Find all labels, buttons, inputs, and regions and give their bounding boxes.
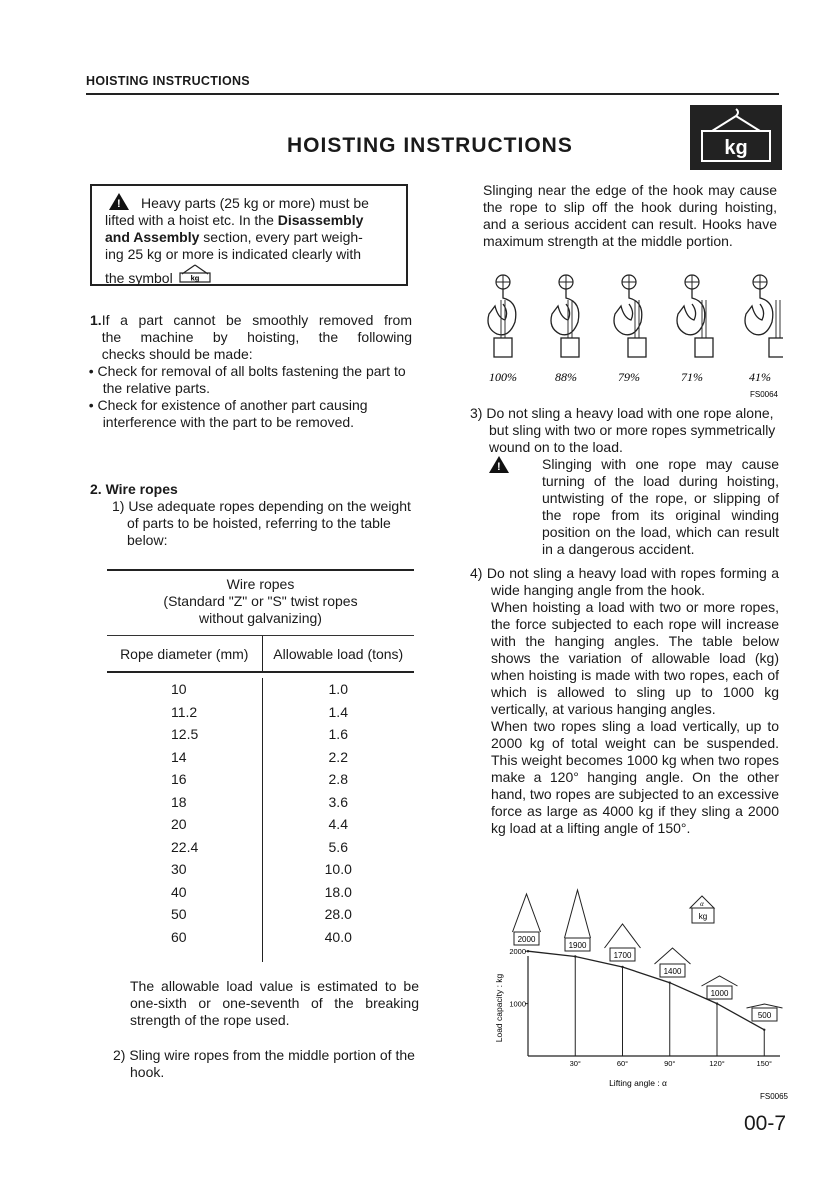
table-caption-2: (Standard "Z" or "S" twist ropes <box>163 593 358 609</box>
figure-code: FS0065 <box>759 1092 788 1101</box>
header-rule <box>86 93 779 95</box>
data-point <box>716 1002 718 1004</box>
item-1-number: 1. <box>90 312 102 328</box>
load-cell: 3.6 <box>328 793 348 810</box>
load-column <box>262 678 415 962</box>
warning-icon <box>489 456 509 473</box>
diameter-cell: 30 <box>171 861 187 877</box>
y-tick-label: 2000 <box>509 947 526 957</box>
point-label: 1000 <box>710 989 729 998</box>
y-axis-label: Load capacity : kg <box>494 973 504 1043</box>
hook-percentage: 100% <box>489 370 517 384</box>
diameter-cell: 11.2 <box>171 703 198 720</box>
item-4-para2: When hoisting a load with two or more ropes, the force subjected to each rope will increase with the hanging angles. The table below shows the variation of allowable load (kg) when hoisting is made with two ropes, each of which is allowed to sling up to 1000 kg vertically, at various hanging angles. <box>491 599 779 717</box>
hook-percentage: 88% <box>555 370 577 384</box>
load-cell: 1.0 <box>328 681 348 697</box>
col-header-load: Allowable load (tons) <box>273 646 404 662</box>
col-header-diameter: Rope diameter (mm) <box>107 636 263 671</box>
diameter-cell: 20 <box>171 816 187 832</box>
sling-ropes <box>605 924 641 948</box>
data-point <box>574 955 576 957</box>
x-tick-label: 150° <box>756 1059 773 1068</box>
item-2-number: 2. <box>90 481 102 497</box>
sling-ropes <box>655 948 691 964</box>
kg-label: kg <box>724 137 748 159</box>
diameter-cell: 40 <box>171 883 187 900</box>
page-title: HOISTING INSTRUCTIONS <box>287 134 573 157</box>
diameter-cell: 18 <box>171 793 187 810</box>
point-label: 1700 <box>613 951 632 960</box>
load-cell: 40.0 <box>324 928 352 945</box>
sling-ropes <box>513 894 541 932</box>
table-caption-3: without galvanizing) <box>199 610 322 626</box>
sling-ropes <box>565 890 591 938</box>
hook-percentage: 71% <box>681 370 703 384</box>
diameter-cell: 16 <box>171 771 187 787</box>
warning-line4: ing 25 kg or more is indicated clearly with <box>105 246 362 262</box>
hook-shape <box>488 289 516 335</box>
item-1-line2: the machine by hoisting, the following <box>101 329 412 345</box>
diameter-cell: 12.5 <box>171 726 199 742</box>
data-point <box>763 1029 765 1031</box>
table-caption-1: Wire ropes <box>226 576 295 592</box>
sling-ropes <box>747 1004 783 1008</box>
kg-small-icon <box>177 263 213 287</box>
kg-hoist-icon <box>690 105 782 170</box>
warning-icon <box>109 193 129 210</box>
item-2 <box>90 481 412 549</box>
item-3 <box>470 405 779 558</box>
load-cell: 2.8 <box>328 771 348 787</box>
point-label: 500 <box>757 1011 772 1020</box>
load-cell: 4.4 <box>328 816 348 832</box>
load-box <box>769 338 783 357</box>
load-box <box>695 338 713 357</box>
item-4-para1: 4) Do not sling a heavy load with ropes forming a wide hanging angle from the hook. <box>470 565 779 598</box>
rope-table <box>107 569 414 962</box>
load-box <box>561 338 579 357</box>
load-cell: 10.0 <box>324 861 352 877</box>
diameter-cell: 22.4 <box>171 838 199 855</box>
item-2-sub1: 1) Use adequate ropes depending on the weight of parts to be hoisted, referring to the table below: <box>112 498 411 548</box>
item-1-line1: If a part cannot be smoothly removed from <box>101 312 412 328</box>
item-1-bullet-text: Check for removal of all bolts fastening the part to the relative parts. <box>97 363 406 396</box>
warning-line1: Heavy parts (25 kg or more) must be <box>141 195 369 211</box>
item-4 <box>470 565 779 837</box>
hook-shape <box>551 289 579 335</box>
y-tick-label: 1000 <box>509 999 526 1009</box>
page-number: 00-7 <box>744 1112 787 1135</box>
load-cell: 1.4 <box>328 703 348 720</box>
load-box <box>494 338 512 357</box>
load-cell: 5.6 <box>328 838 348 855</box>
hook-figure <box>478 270 783 400</box>
item-1-bullet-text: Check for existence of another part causing interference with the part to be removed. <box>97 397 368 430</box>
item-2-heading: Wire ropes <box>105 481 178 497</box>
item-1 <box>90 312 412 431</box>
running-header: HOISTING INSTRUCTIONS <box>86 74 250 88</box>
diameter-cell: 50 <box>171 906 187 922</box>
item-4-para3: When two ropes sling a load vertically, up to 2000 kg of total weight can be suspended. This weight becomes 1000 kg when two ropes make a 120° hanging angle. On the other hand, two ropes are subjected to an excessive force as large as 4000 kg if they sling a 2000 kg load at a lifting angle of 150°. <box>491 718 779 836</box>
item-1-line3: checks should be made: <box>101 346 253 362</box>
load-cell: 18.0 <box>324 883 352 900</box>
load-cell: 2.2 <box>328 748 348 765</box>
hook-percentage: 79% <box>618 370 640 384</box>
figure-code: FS0064 <box>749 390 778 399</box>
heavy-parts-warning <box>90 184 408 286</box>
data-point <box>669 981 671 983</box>
load-cell: 28.0 <box>324 906 352 922</box>
data-point <box>621 966 623 968</box>
kg-small-label: kg <box>190 273 200 283</box>
x-tick-label: 90° <box>664 1059 676 1068</box>
warning-line3: section, every part weigh- <box>199 229 363 245</box>
x-axis-label: Lifting angle : α <box>609 1078 667 1088</box>
x-tick-label: 120° <box>709 1059 725 1068</box>
after-table-text: The allowable load value is estimated to be one-sixth or one-seventh of the breaking strength of the rope used. <box>130 978 419 1028</box>
hook-percentage: 41% <box>749 370 771 384</box>
diameter-column <box>107 678 262 962</box>
warning-bold-disassembly: Disassembly <box>277 212 364 228</box>
point-label: 1400 <box>663 967 682 976</box>
hook-shape <box>677 289 705 335</box>
point-label: 2000 <box>517 935 536 944</box>
warning-line2: lifted with a hoist etc. In the <box>105 212 278 228</box>
sling-ropes <box>702 976 738 986</box>
item-3-text: 3) Do not sling a heavy load with one rope alone, but sling with two or more ropes symmetrically wound on to the load. <box>470 405 776 455</box>
item-1-bullet: • Check for existence of another part causing interference with the part to be removed. <box>88 397 368 430</box>
load-capacity-chart <box>490 880 790 1105</box>
alpha-label: α <box>700 900 704 908</box>
hook-shape <box>745 289 773 335</box>
diameter-cell: 60 <box>171 928 187 945</box>
warning-bold-assembly: and Assembly <box>105 229 200 245</box>
item-3-warning: Slinging with one rope may cause turning of the load during hoisting, untwisting of the rope, or slipping of the rope from its original winding position on the load, which can result in a dangerous accident. <box>542 456 779 557</box>
x-tick-label: 60° <box>616 1059 629 1068</box>
load-box <box>628 338 646 357</box>
hook-intro: Slinging near the edge of the hook may cause the rope to slip off the hook during hoisting, and a serious accident can result. Hooks have maximum strength at the middle portion. <box>483 182 777 249</box>
item-1-bullet: • Check for removal of all bolts fastening the part to the relative parts. <box>88 363 406 396</box>
diameter-cell: 14 <box>171 748 187 765</box>
load-cell: 1.6 <box>328 726 348 742</box>
diameter-cell: 10 <box>171 681 187 697</box>
hook-shape <box>614 289 642 335</box>
warning-line5: the symbol <box>105 270 173 286</box>
x-tick-label: 30° <box>569 1059 581 1068</box>
point-label: 1900 <box>568 941 587 950</box>
kg-label: kg <box>698 912 708 921</box>
sub-item-2: 2) Sling wire ropes from the middle portion of the hook. <box>113 1047 415 1080</box>
